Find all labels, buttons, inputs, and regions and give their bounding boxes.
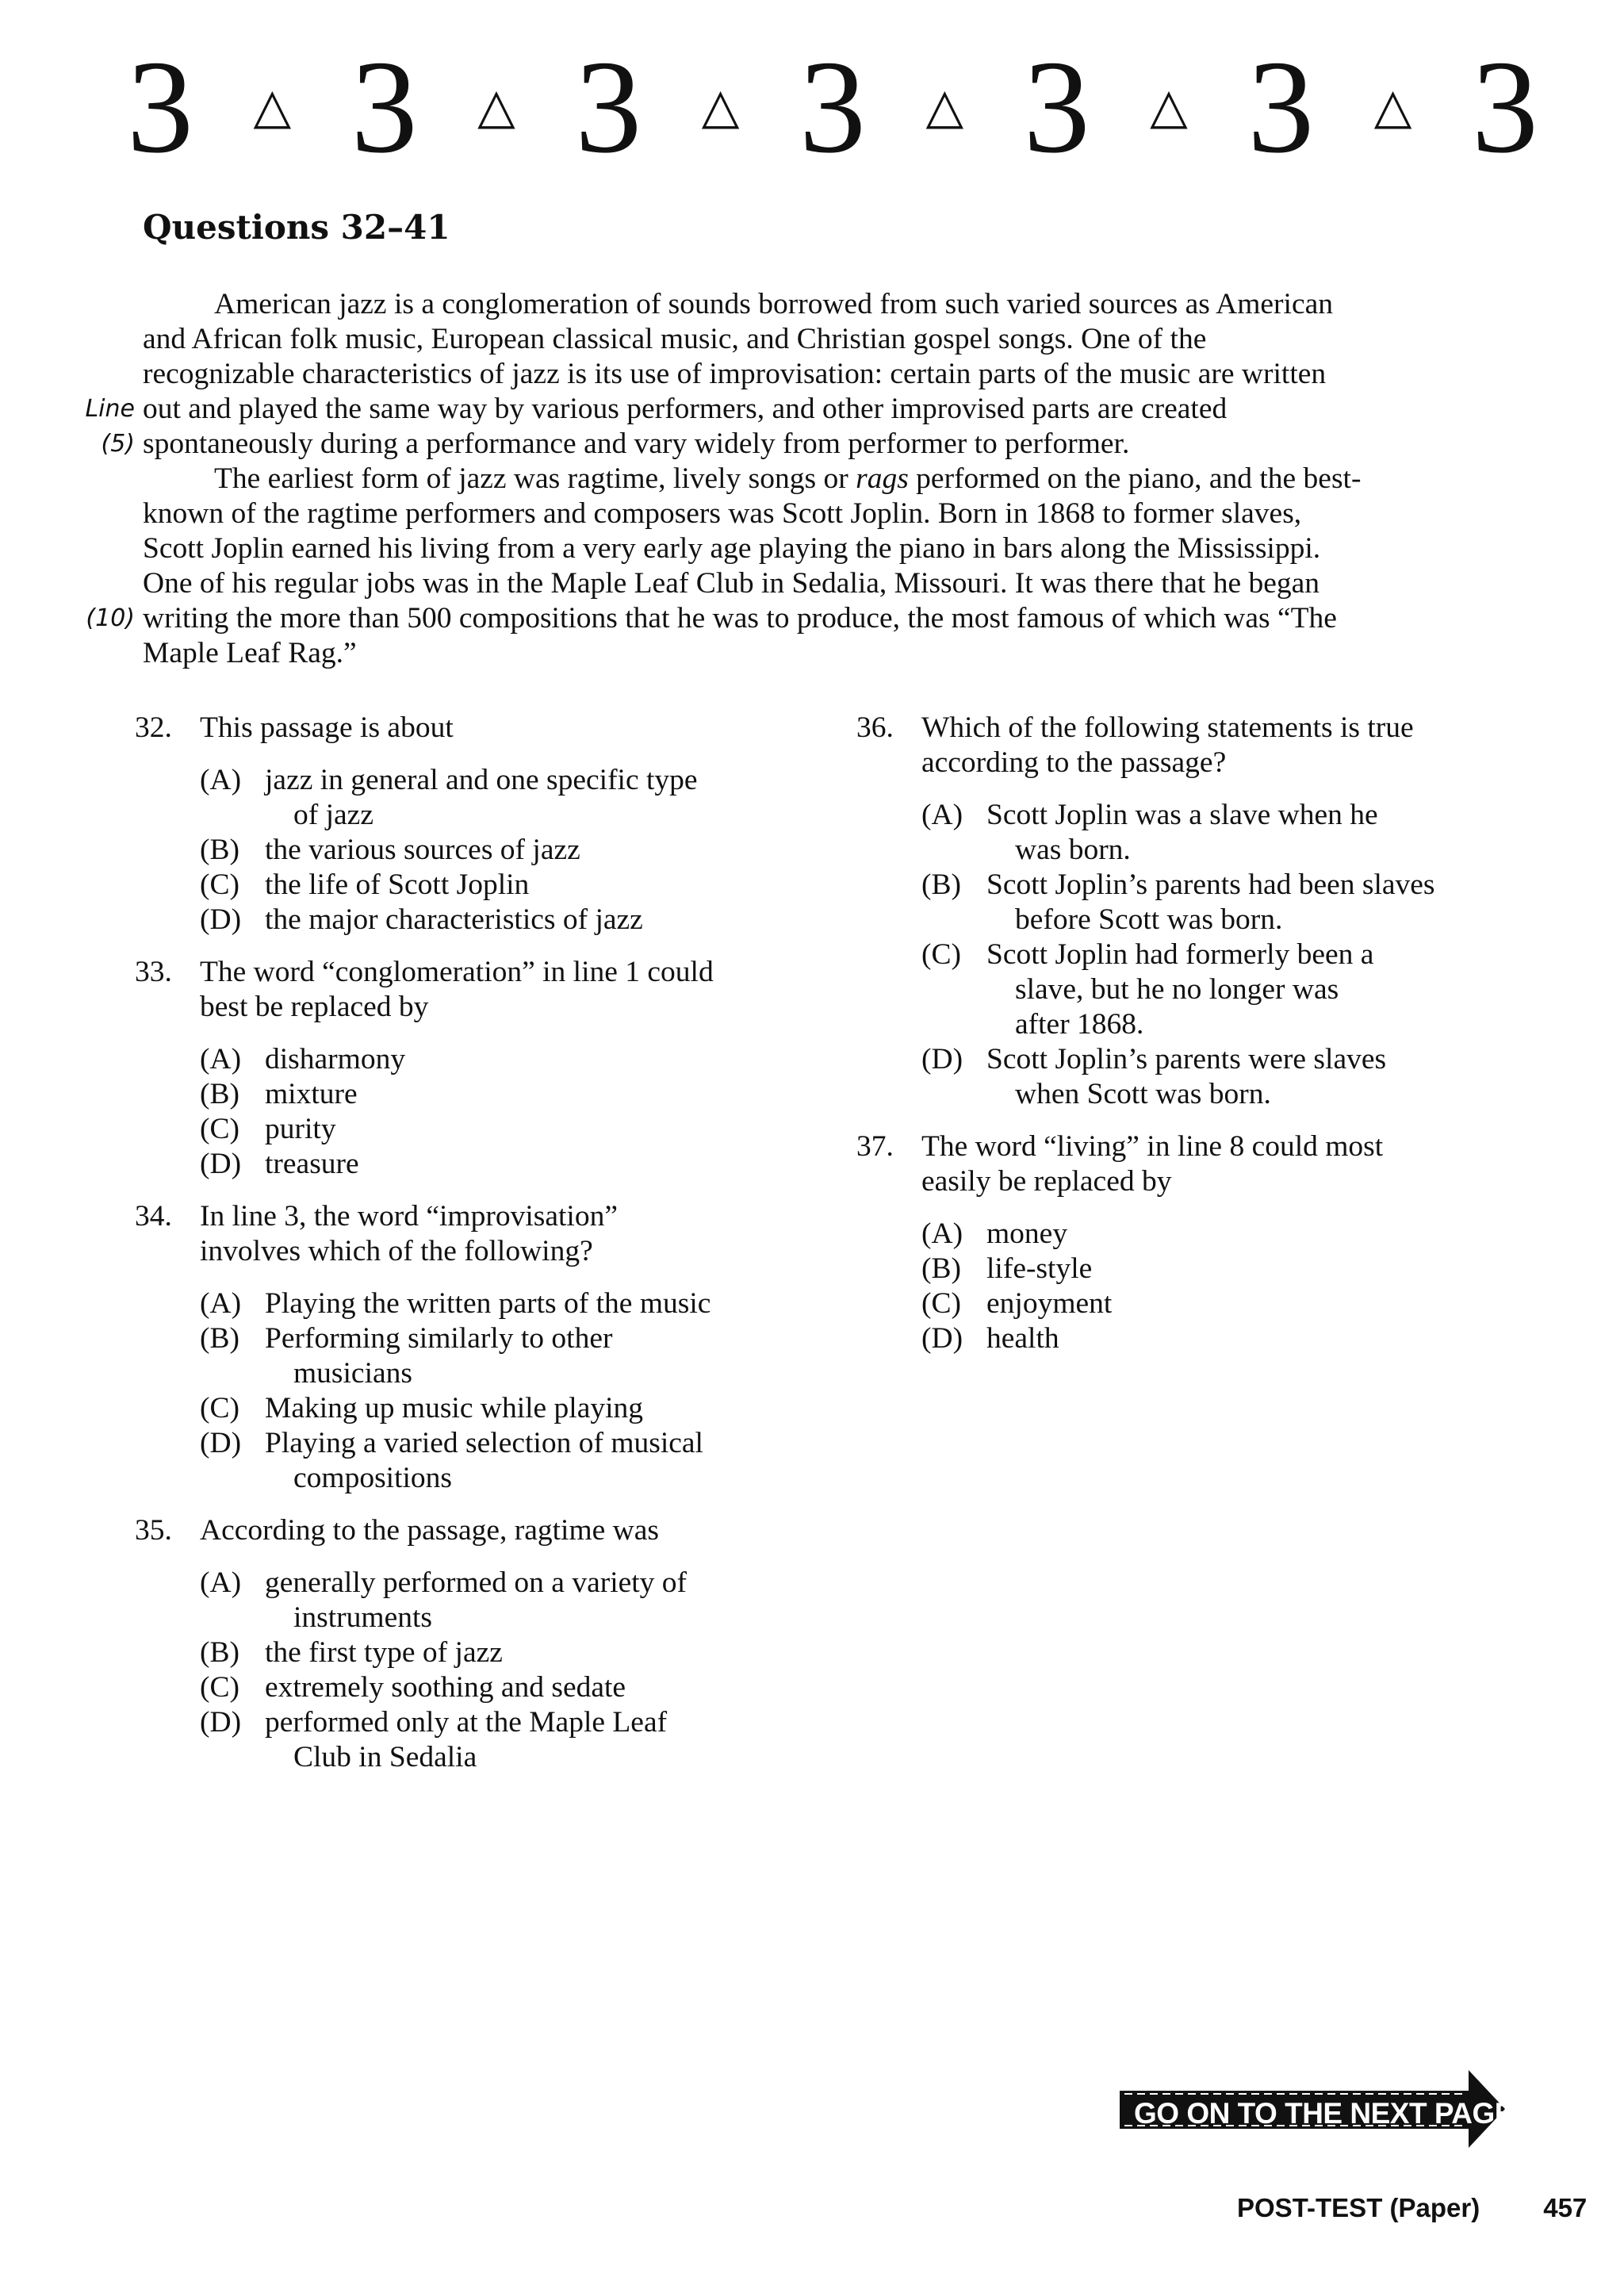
option-letter: (C) bbox=[921, 938, 961, 971]
option-text bbox=[265, 1670, 809, 1705]
passage-line-text: out and played the same way by various performers, and other improvised parts are created bbox=[143, 393, 1228, 425]
option-text bbox=[265, 903, 809, 937]
passage-line bbox=[143, 636, 1507, 671]
option-text-line: was born. bbox=[1015, 834, 1131, 866]
questions-heading: Questions 32–41 bbox=[143, 208, 450, 247]
question-number: 32. bbox=[135, 711, 172, 744]
section-number: 3 bbox=[575, 33, 642, 181]
option-letter: (B) bbox=[200, 1078, 239, 1110]
option-letter: (D) bbox=[200, 1706, 242, 1739]
answer-option bbox=[200, 1426, 809, 1496]
question-stem bbox=[921, 1129, 1554, 1199]
option-text-line: of jazz bbox=[293, 799, 373, 831]
question-stem-line: According to the passage, ragtime was bbox=[200, 1514, 659, 1547]
section-number: 3 bbox=[1471, 33, 1538, 181]
question-item bbox=[135, 1513, 809, 1775]
option-text bbox=[265, 1705, 809, 1775]
question-number: 35. bbox=[135, 1514, 172, 1547]
page-footer bbox=[1237, 2193, 1587, 2223]
option-letter: (D) bbox=[921, 1322, 963, 1355]
option-letter: (C) bbox=[200, 1671, 239, 1704]
question-item bbox=[135, 1199, 809, 1496]
answer-option bbox=[921, 1252, 1554, 1286]
question-number: 33. bbox=[135, 956, 172, 988]
answer-option bbox=[200, 1670, 809, 1705]
question-stem bbox=[200, 955, 809, 1025]
answer-option bbox=[200, 833, 809, 868]
answer-option bbox=[200, 1635, 809, 1670]
option-letter: (C) bbox=[921, 1287, 961, 1320]
option-letter: (B) bbox=[200, 1322, 239, 1355]
option-text-line: performed only at the Maple Leaf bbox=[265, 1706, 668, 1739]
triangle-icon: △ bbox=[253, 80, 292, 134]
section-number: 3 bbox=[1023, 33, 1090, 181]
question-stem bbox=[921, 711, 1554, 780]
option-text-line: instruments bbox=[293, 1601, 432, 1634]
option-text bbox=[986, 1321, 1554, 1356]
answer-option bbox=[200, 1042, 809, 1077]
option-text bbox=[265, 763, 809, 833]
answer-option bbox=[921, 798, 1554, 868]
answer-option bbox=[200, 1321, 809, 1391]
passage-line bbox=[101, 427, 1507, 462]
passage-line bbox=[143, 566, 1507, 601]
passage-line-text: One of his regular jobs was in the Maple Leaf Club in Sedalia, Missouri. It was there that he began bbox=[143, 567, 1320, 600]
answer-option bbox=[921, 1217, 1554, 1252]
option-text-line: Scott Joplin had formerly been a bbox=[986, 938, 1374, 971]
option-letter: (A) bbox=[200, 1287, 242, 1320]
option-text-line: purity bbox=[265, 1113, 336, 1145]
line-number-marker: (10) bbox=[86, 604, 135, 632]
option-text-line: before Scott was born. bbox=[1015, 903, 1283, 936]
passage-line-text: spontaneously during a performance and vary widely from performer to performer. bbox=[143, 428, 1130, 460]
option-text bbox=[265, 1391, 809, 1426]
option-letter: (A) bbox=[921, 799, 963, 831]
option-text-line: disharmony bbox=[265, 1043, 406, 1075]
option-text bbox=[265, 1147, 809, 1182]
option-text bbox=[986, 1252, 1554, 1286]
question-stem-line: easily be replaced by bbox=[921, 1165, 1172, 1198]
option-letter: (B) bbox=[200, 834, 239, 866]
triangle-icon: △ bbox=[701, 80, 740, 134]
section-number: 3 bbox=[1247, 33, 1315, 181]
answer-option bbox=[200, 763, 809, 833]
option-text-line: the life of Scott Joplin bbox=[265, 868, 530, 901]
option-text-line: after 1868. bbox=[1015, 1008, 1144, 1041]
option-text bbox=[986, 1286, 1554, 1321]
next-page-label: GO ON TO THE NEXT PAGE bbox=[1134, 2097, 1514, 2130]
option-text-line: Performing similarly to other bbox=[265, 1322, 613, 1355]
option-text-line: health bbox=[986, 1322, 1059, 1355]
passage-line bbox=[143, 322, 1507, 357]
passage-line-text: and African folk music, European classical music, and Christian gospel songs. One of the bbox=[143, 323, 1207, 355]
answer-option bbox=[921, 937, 1554, 1042]
option-text bbox=[265, 1112, 809, 1147]
answer-option bbox=[921, 1286, 1554, 1321]
triangle-icon: △ bbox=[1150, 80, 1188, 134]
answer-option bbox=[200, 1705, 809, 1775]
option-letter: (C) bbox=[200, 1392, 239, 1424]
option-text bbox=[986, 1217, 1554, 1252]
answer-option bbox=[200, 1112, 809, 1147]
answer-option bbox=[921, 1042, 1554, 1112]
option-letter: (B) bbox=[921, 1252, 961, 1285]
question-stem-line: The word “conglomeration” in line 1 could bbox=[200, 956, 714, 988]
passage-line-text: The earliest form of jazz was ragtime, lively songs or rags performed on the piano, and the best- bbox=[214, 462, 1362, 495]
option-letter: (B) bbox=[921, 868, 961, 901]
option-text-line: life-style bbox=[986, 1252, 1093, 1285]
option-text bbox=[265, 833, 809, 868]
triangle-icon: △ bbox=[477, 80, 515, 134]
option-letter: (D) bbox=[200, 1427, 242, 1459]
reading-passage bbox=[85, 287, 1507, 671]
triangle-icon: △ bbox=[1373, 80, 1412, 134]
option-text-line: the first type of jazz bbox=[265, 1636, 503, 1669]
passage-line bbox=[143, 531, 1507, 566]
passage-line bbox=[143, 462, 1507, 497]
option-text-line: slave, but he no longer was bbox=[1015, 973, 1339, 1006]
go-on-next-page-arrow bbox=[1120, 2070, 1514, 2148]
option-text-line: the various sources of jazz bbox=[265, 834, 580, 866]
triangle-icon: △ bbox=[925, 80, 964, 134]
question-stem-line: In line 3, the word “improvisation” bbox=[200, 1200, 618, 1233]
answer-option bbox=[200, 868, 809, 903]
question-stem bbox=[200, 1199, 809, 1269]
answer-options bbox=[135, 1286, 809, 1496]
passage-line bbox=[143, 287, 1507, 322]
passage-line-text: Maple Leaf Rag.” bbox=[143, 637, 357, 669]
line-number-marker: (5) bbox=[101, 430, 135, 458]
passage-line-text: American jazz is a conglomeration of sounds borrowed from such varied sources as American bbox=[214, 288, 1333, 320]
section-number: 3 bbox=[350, 33, 418, 181]
page-number: 457 bbox=[1543, 2193, 1588, 2222]
option-text-line: when Scott was born. bbox=[1015, 1078, 1271, 1110]
answer-option bbox=[200, 1077, 809, 1112]
option-letter: (B) bbox=[200, 1636, 239, 1669]
passage-line bbox=[86, 601, 1507, 636]
option-text bbox=[986, 798, 1554, 868]
option-text bbox=[986, 937, 1554, 1042]
question-item bbox=[856, 1129, 1554, 1356]
option-text-line: treasure bbox=[265, 1148, 359, 1180]
question-item bbox=[135, 955, 809, 1182]
option-text-line: Scott Joplin’s parents were slaves bbox=[986, 1043, 1387, 1075]
question-item bbox=[856, 711, 1554, 1112]
option-text-line: Scott Joplin’s parents had been slaves bbox=[986, 868, 1435, 901]
passage-line bbox=[85, 392, 1507, 427]
answer-options bbox=[856, 1217, 1554, 1356]
option-text-line: money bbox=[986, 1217, 1068, 1250]
question-number: 34. bbox=[135, 1200, 172, 1233]
option-text bbox=[265, 1321, 809, 1391]
question-item bbox=[135, 711, 809, 937]
passage-line-text: recognizable characteristics of jazz is its use of improvisation: certain parts of the music are written bbox=[143, 358, 1327, 390]
answer-option bbox=[200, 1286, 809, 1321]
option-text bbox=[265, 868, 809, 903]
question-stem-line: Which of the following statements is true bbox=[921, 711, 1414, 744]
answer-option bbox=[200, 1391, 809, 1426]
option-text bbox=[986, 868, 1554, 937]
answer-options bbox=[135, 763, 809, 937]
answer-option bbox=[921, 1321, 1554, 1356]
option-text-line: Making up music while playing bbox=[265, 1392, 644, 1424]
option-text-line: mixture bbox=[265, 1078, 358, 1110]
passage-line-text: Scott Joplin earned his living from a very early age playing the piano in bars along the Mississippi. bbox=[143, 532, 1321, 565]
section-number: 3 bbox=[127, 33, 193, 181]
question-number: 37. bbox=[856, 1130, 894, 1163]
option-text-line: Club in Sedalia bbox=[293, 1741, 477, 1773]
answer-option bbox=[921, 868, 1554, 937]
option-text-line: musicians bbox=[293, 1357, 412, 1390]
passage-line-text: writing the more than 500 compositions that he was to produce, the most famous of which was “The bbox=[143, 602, 1337, 635]
option-text bbox=[265, 1077, 809, 1112]
answer-options bbox=[856, 798, 1554, 1112]
passage-line bbox=[143, 497, 1507, 531]
answer-option bbox=[200, 1147, 809, 1182]
section-number: 3 bbox=[799, 33, 866, 181]
answer-options bbox=[135, 1042, 809, 1182]
option-text bbox=[265, 1426, 809, 1496]
option-letter: (A) bbox=[200, 1043, 242, 1075]
option-text bbox=[265, 1286, 809, 1321]
line-number-marker: Line bbox=[85, 395, 135, 423]
option-text-line: Playing the written parts of the music bbox=[265, 1287, 711, 1320]
question-number: 36. bbox=[856, 711, 894, 744]
question-stem bbox=[200, 711, 809, 746]
question-stem bbox=[200, 1513, 809, 1548]
option-text-line: the major characteristics of jazz bbox=[265, 903, 643, 936]
option-letter: (C) bbox=[200, 1113, 239, 1145]
option-text-line: enjoyment bbox=[986, 1287, 1113, 1320]
option-letter: (C) bbox=[200, 868, 239, 901]
passage-line-text: known of the ragtime performers and composers was Scott Joplin. Born in 1868 to former slaves, bbox=[143, 497, 1302, 530]
option-text bbox=[265, 1635, 809, 1670]
answer-option bbox=[200, 903, 809, 937]
option-letter: (D) bbox=[200, 1148, 242, 1180]
questions-right-column bbox=[856, 711, 1554, 1374]
option-text bbox=[986, 1042, 1554, 1112]
option-text-line: extremely soothing and sedate bbox=[265, 1671, 626, 1704]
option-text-line: generally performed on a variety of bbox=[265, 1566, 688, 1599]
footer-test-label: POST-TEST (Paper) bbox=[1237, 2193, 1480, 2222]
section-header-banner bbox=[127, 33, 1538, 181]
option-letter: (A) bbox=[200, 1566, 242, 1599]
option-text-line: Scott Joplin was a slave when he bbox=[986, 799, 1378, 831]
option-letter: (D) bbox=[200, 903, 242, 936]
question-stem-line: The word “living” in line 8 could most bbox=[921, 1130, 1384, 1163]
answer-option bbox=[200, 1566, 809, 1635]
option-text-line: compositions bbox=[293, 1462, 453, 1494]
option-text bbox=[265, 1566, 809, 1635]
option-letter: (D) bbox=[921, 1043, 963, 1075]
questions-left-column bbox=[135, 711, 809, 1792]
question-stem-line: involves which of the following? bbox=[200, 1235, 593, 1267]
question-stem-line: according to the passage? bbox=[921, 746, 1227, 779]
option-text-line: jazz in general and one specific type bbox=[265, 764, 698, 796]
option-letter: (A) bbox=[200, 764, 242, 796]
passage-line bbox=[143, 357, 1507, 392]
question-stem-line: This passage is about bbox=[200, 711, 454, 744]
option-text bbox=[265, 1042, 809, 1077]
answer-options bbox=[135, 1566, 809, 1775]
question-stem-line: best be replaced by bbox=[200, 991, 429, 1023]
option-text-line: Playing a varied selection of musical bbox=[265, 1427, 703, 1459]
option-letter: (A) bbox=[921, 1217, 963, 1250]
